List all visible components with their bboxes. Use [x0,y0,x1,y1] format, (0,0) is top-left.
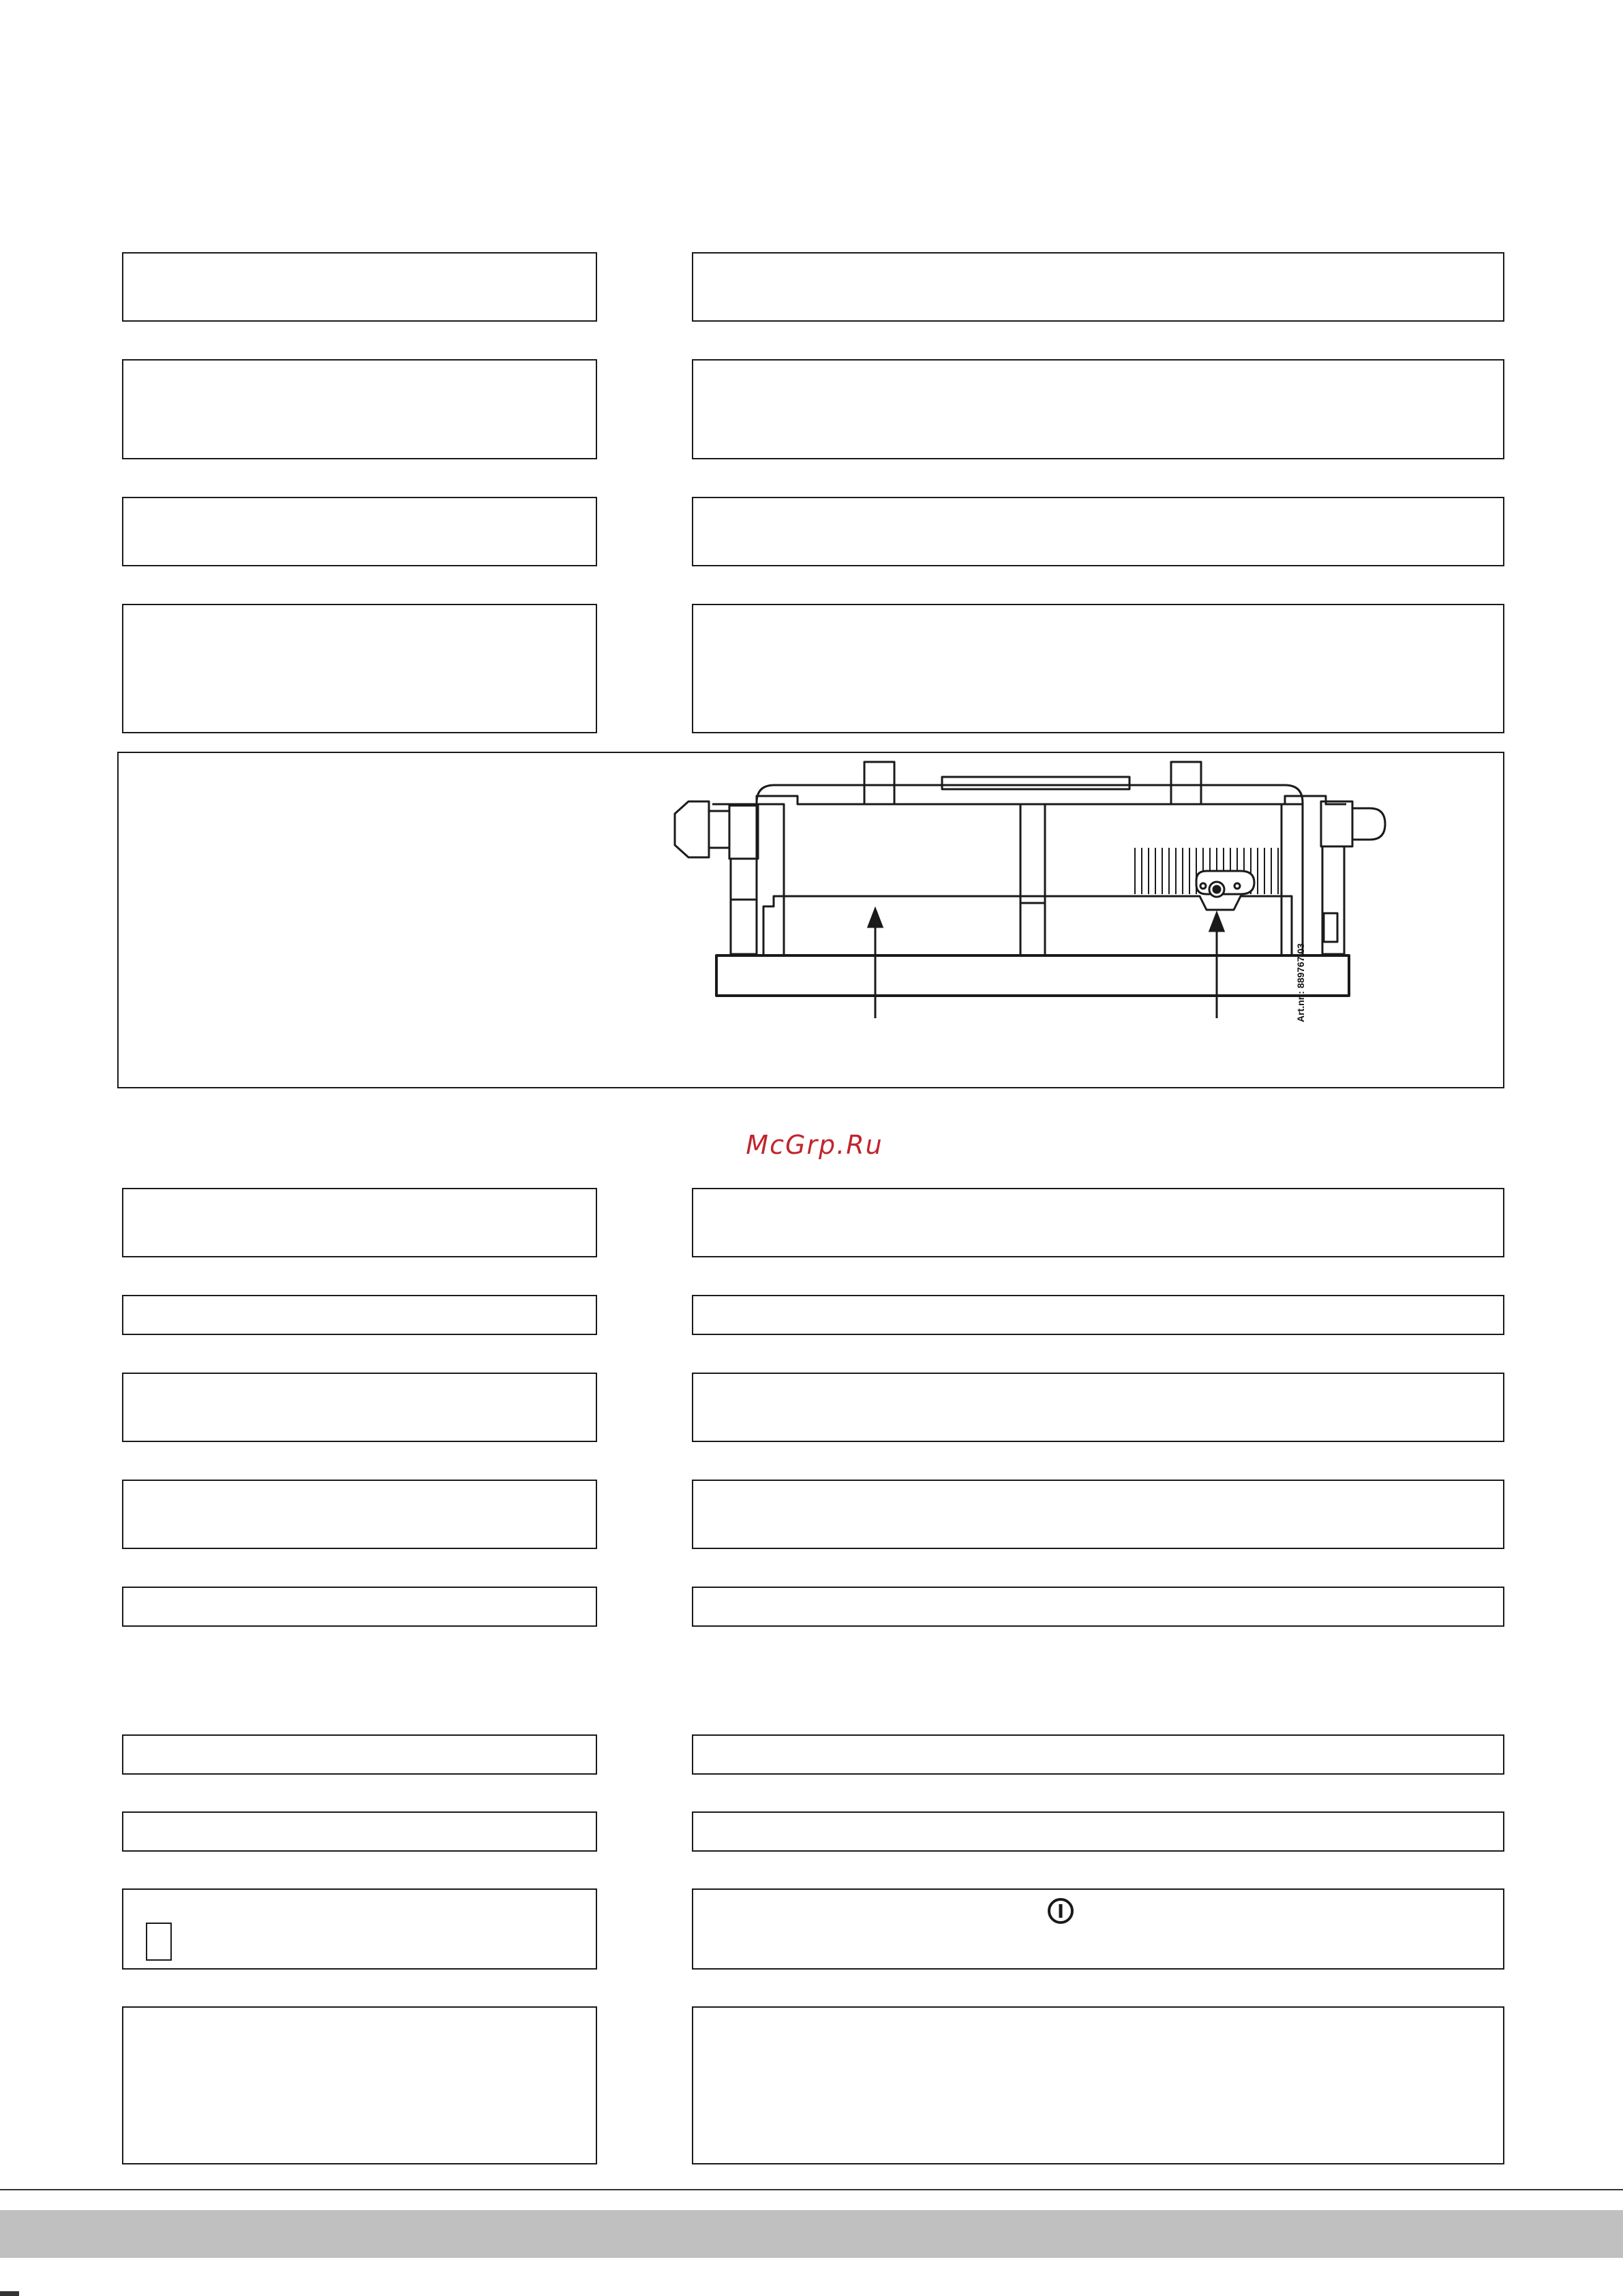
power-icon [1046,1897,1075,1925]
corner-mark [0,2291,19,2296]
row-8-description-box [692,1480,1504,1549]
row-11-description-box [692,1811,1504,1852]
row-10-description-box [692,1734,1504,1775]
row-6-description-box [692,1295,1504,1335]
row-11-label-box [122,1811,597,1852]
left-column [731,859,757,954]
left-bracket [757,804,784,955]
row-10-label-box [122,1734,597,1775]
article-number-label: Art.nr.: 889767.03 [1295,943,1306,1022]
row-6-label-box [122,1295,597,1335]
watermark: McGrp.Ru [746,1130,883,1160]
row-13-label-box [122,2006,597,2164]
right-connector [1321,801,1352,846]
footer-bar [0,2210,1623,2258]
row-12-label-box [122,1888,597,1970]
sensor-element [1196,871,1254,894]
left-nut-stem [709,811,729,848]
left-connector [729,806,758,859]
base-plate [716,955,1349,996]
right-cap [1352,808,1385,840]
row-12-description-box [692,1888,1504,1970]
row-5-description-box [692,1188,1504,1257]
checkbox-square-icon [146,1923,172,1961]
row-8-label-box [122,1480,597,1549]
lid-top [712,796,1346,804]
right-column [1322,846,1344,954]
top-post-left [864,762,894,804]
row-5-label-box [122,1188,597,1257]
row-13-description-box [692,2006,1504,2164]
left-hex-nut [675,801,709,857]
row-9-label-box [122,1587,597,1627]
row-7-label-box [122,1373,597,1442]
top-post-right [1171,762,1201,804]
arrow-right [1210,913,1224,1018]
appliance-cross-section-drawing [0,0,1623,1090]
row-7-description-box [692,1373,1504,1442]
arrow-left [868,909,882,1018]
lid-panel [942,777,1129,789]
footer-rule [0,2189,1623,2190]
center-pillar [1020,804,1045,955]
row-9-description-box [692,1587,1504,1627]
